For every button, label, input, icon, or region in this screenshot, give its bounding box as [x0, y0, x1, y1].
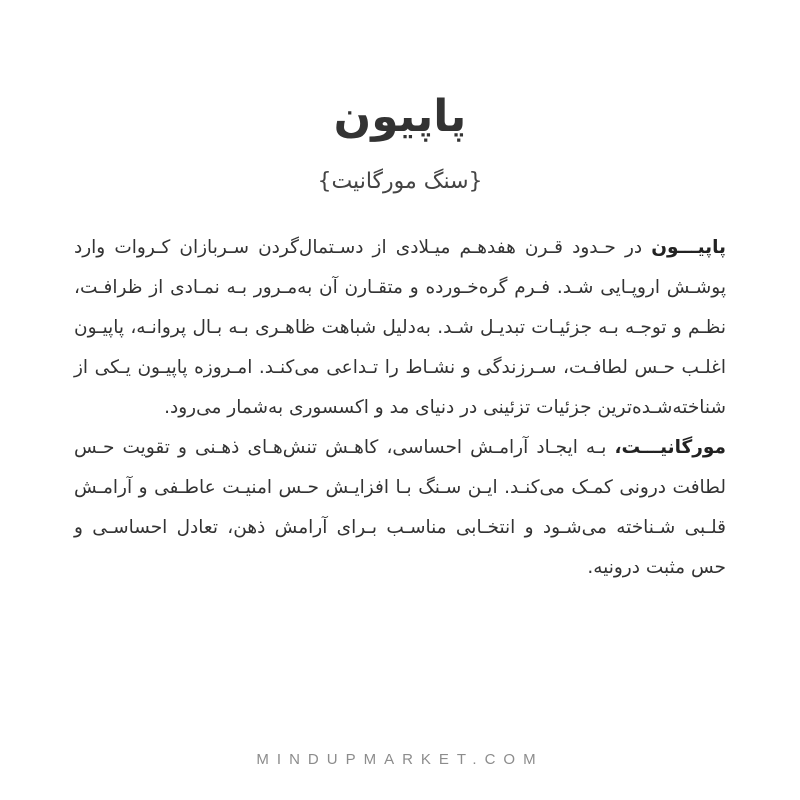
paragraph-papillon: [74, 228, 726, 428]
page-title: پاپیون: [333, 91, 467, 142]
paragraph-morganite-keyword: مورگانیـــت،: [614, 437, 726, 458]
paragraph-morganite-text: بـه ایجـاد آرامـش احساسی، کاهـش تنش‌هـای ذهـنی و تقویت حـس لطافت درونی کمـک می‌کنـد. ایـن سـنگ بـا افزایـش حـس امنیـت عاطـفی و آرامـش قلـبی شـناخته می‌شـود و انتخـابی مناسـب بـرای آرامش ذهن، تعادل احساسـی و حس مثبت درونیه.: [74, 437, 726, 578]
page-subtitle: {سنگ مورگانیت}: [317, 169, 483, 194]
paragraph-papillon-text: در حـدود قـرن هفدهـم میـلادی از دسـتمال‌گردن سـربازان کـروات وارد پوشـش اروپـایی شـد. فـرم گره‌خـورده و متقـارن آن به‌مـرور بـه نمـادی از ظرافـت، نظـم و توجـه بـه جزئیـات تبدیـل شـد. به‌دلیل شباهت ظاهـری بـه بـال پروانـه، پاپیـون اغلـب حـس لطافـت، سـرزندگی و نشـاط را تـداعی می‌کنـد. امـروزه پاپیـون یـکی از شناخته‌شـده‌ترین جزئیات تزئینی در دنیای مد و اکسسوری به‌شمار می‌رود.: [74, 237, 726, 418]
paragraph-papillon-keyword: پاپیـــون: [651, 237, 726, 258]
footer-website: MINDUPMARKET.COM: [256, 751, 544, 768]
article-body: [74, 228, 726, 588]
paragraph-morganite: [74, 428, 726, 588]
